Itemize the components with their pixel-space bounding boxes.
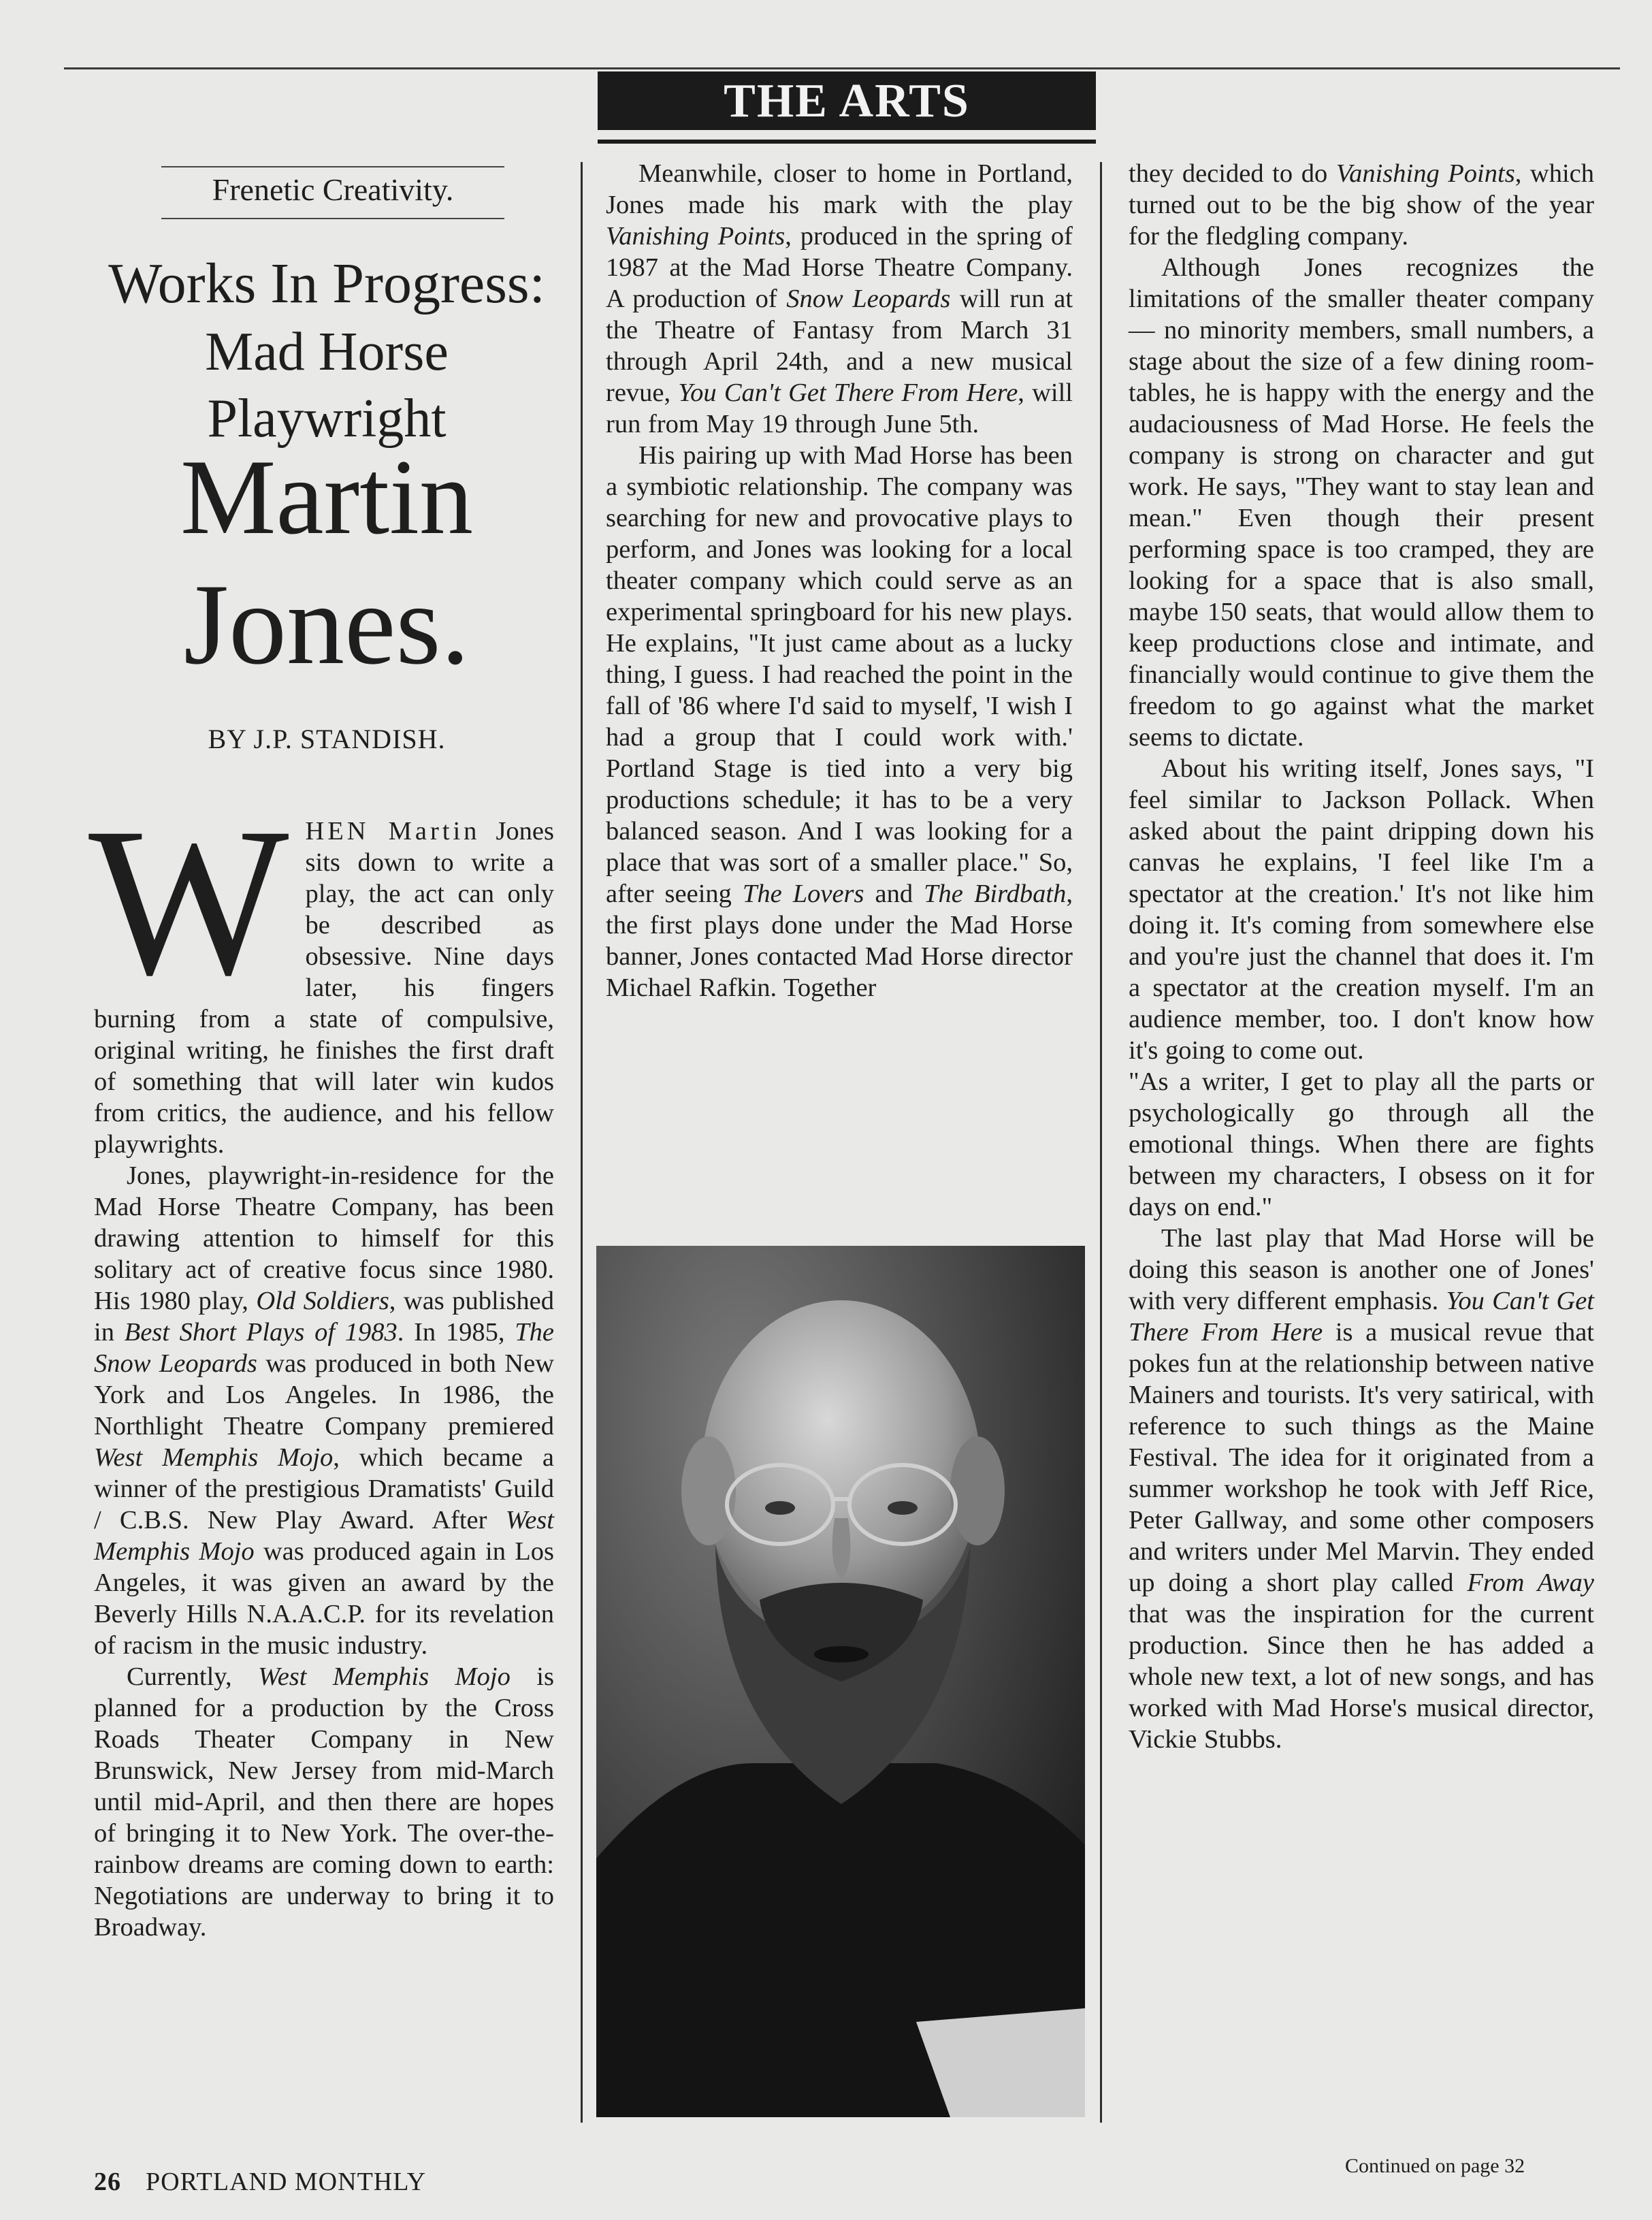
article-column-3 bbox=[1129, 158, 1594, 1755]
text-run: that was the inspiration for the current production. Since then he has added a whole new text, a lot of new songs, and has worked with Mad Horse's musical director, Vickie Stubbs. bbox=[1129, 1600, 1594, 1754]
paragraph bbox=[94, 1661, 554, 1943]
drop-cap: W bbox=[88, 784, 289, 1019]
text-run: Currently, bbox=[127, 1662, 259, 1691]
title-italic: West Memphis Mojo bbox=[258, 1662, 511, 1691]
text-run: The last play that Mad Horse will be doing this season is another one of Jones' with very different emphasis. bbox=[1129, 1224, 1594, 1315]
title-italic: Snow Leopards bbox=[786, 285, 951, 313]
top-rule bbox=[64, 67, 1620, 69]
kicker: Frenetic Creativity. bbox=[212, 172, 454, 207]
text-run: and bbox=[864, 880, 924, 908]
kicker-rule bbox=[161, 166, 504, 167]
paragraph bbox=[1129, 158, 1594, 252]
text-run: Meanwhile, closer to home in Portland, Jones made his mark with the play bbox=[606, 159, 1073, 219]
headline-line: Playwright bbox=[207, 389, 447, 449]
title-italic: West Memphis Mojo bbox=[94, 1443, 334, 1472]
portrait-photo bbox=[596, 1246, 1085, 2117]
headline-name: Jones. bbox=[183, 560, 470, 688]
text-run: Jones, playwright-in-residence for the Mad Horse Theatre Company, has been drawing attention to himself for this solitary act of creative focus since 1980. His 1980 play, bbox=[94, 1161, 554, 1315]
headline-line: Mad Horse bbox=[205, 322, 449, 382]
text-run: , was published in bbox=[94, 1287, 554, 1347]
column-divider bbox=[1100, 162, 1102, 2123]
text-run: was produced in both New York and Los Angeles. In 1986, the Northlight Theatre Company premiered bbox=[94, 1349, 554, 1441]
text-run: they decided to do bbox=[1129, 159, 1336, 188]
title-italic: The Snow Leopards bbox=[94, 1318, 554, 1378]
article-column-2 bbox=[606, 158, 1073, 1003]
text-run: , will run from May 19 through June 5th. bbox=[606, 379, 1073, 438]
text-run: , which became a winner of the prestigious Dramatists' Guild / C.B.S. New Play Award. After bbox=[94, 1443, 555, 1534]
paragraph bbox=[606, 440, 1073, 1003]
paragraph bbox=[88, 784, 554, 1160]
title-italic: From Away bbox=[1467, 1569, 1594, 1597]
title-italic: Vanishing Points bbox=[606, 222, 785, 251]
publication-name: PORTLAND MONTHLY bbox=[146, 2168, 427, 2196]
lead-in: HEN Martin bbox=[305, 817, 481, 846]
title-italic: Best Short Plays of 1983 bbox=[124, 1318, 398, 1347]
title-italic: West Memphis Mojo bbox=[94, 1506, 554, 1566]
title-italic: You Can't Get There From Here bbox=[678, 379, 1018, 407]
byline: BY J.P. STANDISH. bbox=[208, 724, 446, 754]
paragraph: Although Jones recognizes the limitations of the smaller theater company — no minority members, small numbers, a stage about the size of a few dining room-tables, he is happy with the energy and the audaciousness of Mad Horse. He feels the company is strong on character and gut work. He says, "They want to stay lean and mean." Even though their present performing space is too cramped, they are looking for a space that is also small, maybe 150 seats, that would allow them to keep productions close and intimate, and financially would continue to give them the freedom to go against what the market seems to dictate. bbox=[1129, 253, 1594, 752]
text-run: is planned for a production by the Cross Roads Theater Company in New Brunswick, New Jersey from mid-March until mid-April, and then there are hopes of bringing it to New York. The over-the-rainbow dreams are coming down to earth: Negotiations are underway to bring it to Broadway. bbox=[94, 1662, 554, 1942]
title-italic: Vanishing Points bbox=[1335, 159, 1515, 188]
continued-note: Continued on page 32 bbox=[1345, 2155, 1525, 2177]
page-footer bbox=[94, 2167, 426, 2197]
paragraph bbox=[94, 1160, 554, 1661]
portrait-illustration bbox=[596, 1246, 1085, 2117]
title-italic: You Can't Get There From Here bbox=[1129, 1287, 1594, 1347]
text-run: Jones sits down to write a play, the act can only be described as obsessive. Nine days later, his fingers burning from a state of compulsive, original writing, he finishes the first draft of something that will later win kudos from critics, the audience, and his fellow playwrights. bbox=[94, 817, 554, 1159]
paragraph: "As a writer, I get to play all the parts or psychologically go through all the emotional things. When there are fights between my characters, I obsess on it for days on end." bbox=[1129, 1067, 1594, 1221]
paragraph bbox=[606, 158, 1073, 440]
article-column-1 bbox=[88, 784, 555, 1943]
headline-line: Works In Progress: bbox=[108, 252, 545, 315]
paragraph bbox=[1129, 1223, 1594, 1755]
text-run: was produced again in Los Angeles, it was given an award by the Beverly Hills N.A.A.C.P. for its revelation of racism in the music industry. bbox=[94, 1537, 554, 1660]
paragraph: About his writing itself, Jones says, "I feel similar to Jackson Pollack. When asked about the paint dripping down his canvas he explains, 'I feel like I'm a spectator at the creation.' It's not like him doing it. It's coming from somewhere else and you're just the channel that does it. I'm a spectator at the creation myself. I'm an audience member, too. I don't know how it's going to come out. bbox=[1129, 754, 1594, 1065]
title-italic: The Lovers bbox=[742, 880, 864, 908]
section-banner: THE ARTS bbox=[598, 71, 1096, 130]
text-run: will run at the Theatre of Fantasy from March 31 through April 24th, and a new musical revue, bbox=[606, 285, 1073, 407]
page-number: 26 bbox=[94, 2168, 121, 2196]
text-run: His pairing up with Mad Horse has been a symbiotic relationship. The company was searching for new and provocative plays to perform, and Jones was looking for a local theater company which could serve as an experimental springboard for his new plays. He explains, "It just came about as a lucky thing, I guess. I had reached the point in the fall of '86 where I'd said to myself, 'I wish I had a group that I could work with.' Portland Stage is tied into a very big productions schedule; it has to be a very balanced season. And I was looking for a place that was sort of a smaller place." So, after seeing bbox=[606, 441, 1073, 908]
title-italic: The Birdbath bbox=[924, 880, 1067, 908]
text-run: is a musical revue that pokes fun at the relationship between native Mainers and tourists. It's very satirical, with reference to such things as the Maine Festival. The idea for it originated from a summer workshop he took with Jeff Rice, Peter Gallway, and some other composers and writers under Mel Marvin. They ended up doing a short play called bbox=[1129, 1318, 1594, 1597]
text-run: , the first plays done under the Mad Horse banner, Jones contacted Mad Horse director Michael Rafkin. Together bbox=[606, 880, 1073, 1002]
title-italic: Old Soldiers bbox=[256, 1287, 389, 1315]
kicker-rule bbox=[161, 218, 504, 219]
text-run: . In 1985, bbox=[397, 1318, 515, 1347]
text-run: , which turned out to be the big show of the year for the fledgling company. bbox=[1129, 159, 1594, 251]
headline-name: Martin bbox=[180, 438, 474, 557]
banner-rule bbox=[598, 140, 1096, 144]
text-run: , produced in the spring of 1987 at the Mad Horse Theatre Company. A production of bbox=[606, 222, 1073, 313]
